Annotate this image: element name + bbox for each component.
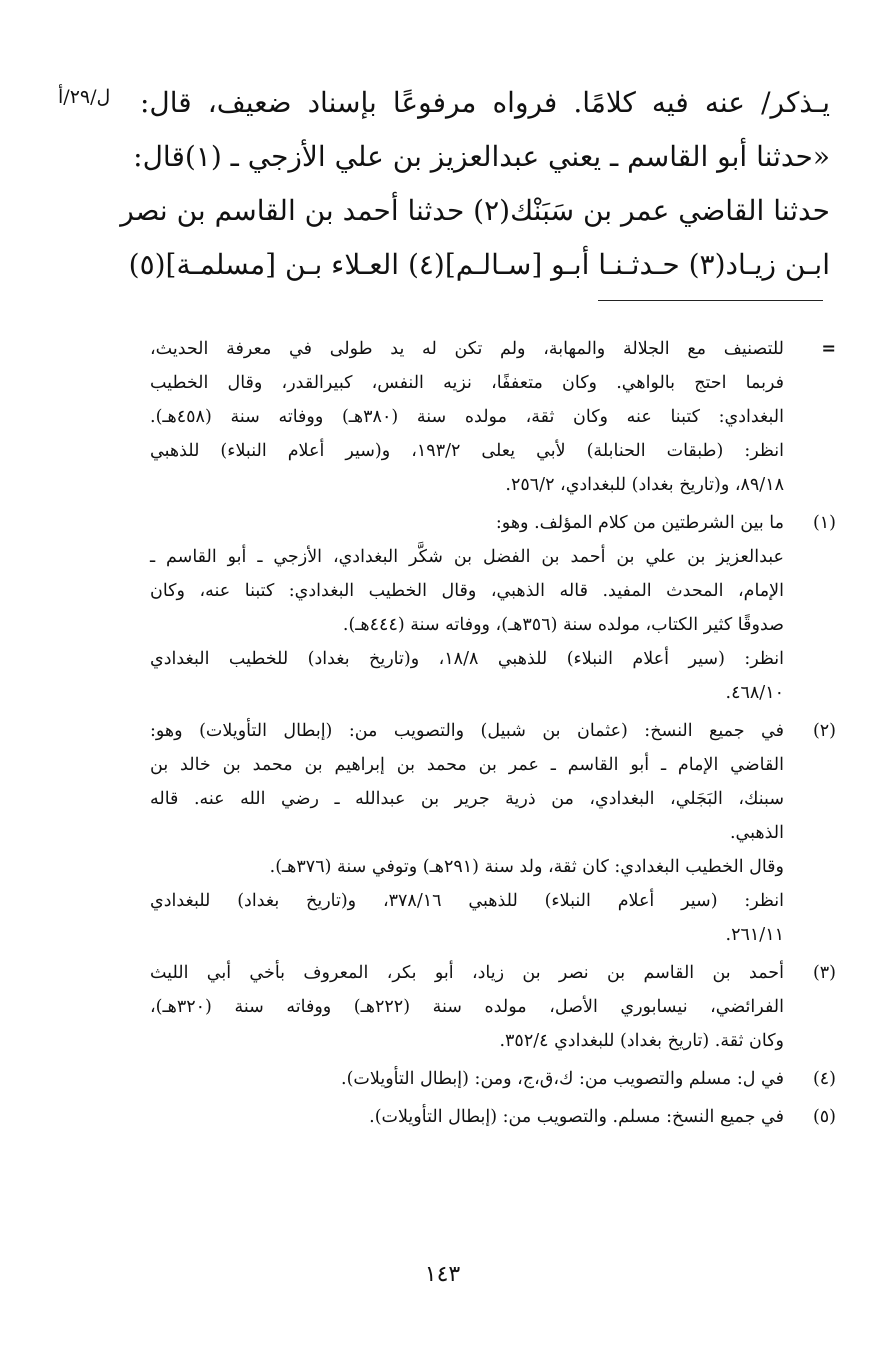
manuscript-margin-reference: ل/٢٩/أ xyxy=(58,86,111,108)
footnote-line: صدوقًا كثير الكتاب، مولده سنة (٣٥٦هـ)، ووفاته سنة (٤٤٤هـ). xyxy=(342,615,784,635)
footnote-number: (٢) xyxy=(812,721,836,741)
footnote-line: انظر: (سير أعلام النبلاء) للذهبي ٣٧٨/١٦، و(تاريخ بغداد) للبغدادي xyxy=(150,891,785,911)
main-body-text xyxy=(120,76,830,292)
footnote-5 xyxy=(150,1100,836,1134)
footnotes xyxy=(150,332,836,1138)
footnote-line: الفرائضي، نيسابوري الأصل، مولده سنة (٢٢٢هـ) ووفاته سنة (٣٢٠هـ)، xyxy=(150,997,784,1017)
footnote-2 xyxy=(150,714,836,952)
footnote-line: سبنك، البَجَلي، البغدادي، من ذرية جرير بن عبدالله ـ رضي الله عنه. قاله xyxy=(150,789,784,809)
footnote-1 xyxy=(150,506,836,710)
footnote-number: (٥) xyxy=(812,1107,836,1127)
footnote-line: الإمام، المحدث المفيد. قاله الذهبي، وقال الخطيب البغدادي: كتبنا عنه، وكان xyxy=(150,581,784,601)
page-number: ١٤٣ xyxy=(424,1262,461,1287)
footnote-line: في جميع النسخ: (عثمان بن شبيل) والتصويب من: (إبطال التأويلات) وهو: xyxy=(150,721,784,741)
footnote-marker: = xyxy=(821,339,836,359)
main-line: ابـن زيـاد(٣) حـدثـنـا أبـو [سـالـم](٤) العـلاء بـن [مسلمـة](٥) xyxy=(128,248,830,281)
footnote-line: الذهبي. xyxy=(729,823,784,843)
footnote-line: أحمد بن القاسم بن نصر بن زياد، أبو بكر، المعروف بأخي أبي الليث xyxy=(150,963,784,983)
main-line: يـذكر/ عنه فيه كلامًا. فرواه مرفوعًا بإسناد ضعيف، قال: xyxy=(140,86,830,119)
footnote-separator xyxy=(598,300,823,301)
main-line: «حدثنا أبو القاسم ـ يعني عبدالعزيز بن علي الأزجي ـ (١)قال: xyxy=(133,140,830,173)
footnote-line: ٤٦٨/١٠. xyxy=(725,683,784,703)
footnote-line: للتصنيف مع الجلالة والمهابة، ولم تكن له يد طولى في معرفة الحديث، xyxy=(150,339,784,359)
footnote-line: في جميع النسخ: مسلم. والتصويب من: (إبطال التأويلات). xyxy=(369,1107,784,1127)
footnote-line: وقال الخطيب البغدادي: كان ثقة، ولد سنة (٢٩١هـ) وتوفي سنة (٣٧٦هـ). xyxy=(269,857,784,877)
footnote-number: (٤) xyxy=(812,1069,836,1089)
footnote-number: (٣) xyxy=(812,963,836,983)
footnote-continuation xyxy=(150,332,836,502)
footnote-line: فربما احتج بالواهي. وكان متعففًا، نزيه النفس، كبيرالقدر، وقال الخطيب xyxy=(150,373,784,393)
main-line: حدثنا القاضي عمر بن سَبَنْك(٢) حدثنا أحمد بن القاسم بن نصر xyxy=(120,194,830,227)
footnote-line: ما بين الشرطتين من كلام المؤلف. وهو: xyxy=(495,513,784,533)
footnote-line: انظر: (سير أعلام النبلاء) للذهبي ١٨/٨، و(تاريخ بغداد) للخطيب البغدادي xyxy=(150,649,785,669)
footnote-number: (١) xyxy=(812,513,836,533)
footnote-line: وكان ثقة. (تاريخ بغداد) للبغدادي ٣٥٢/٤. xyxy=(499,1031,784,1051)
footnote-line: القاضي الإمام ـ أبو القاسم ـ عمر بن محمد بن إبراهيم بن محمد بن خالد بن xyxy=(150,755,784,775)
footnote-line: ٢٦١/١١. xyxy=(725,925,784,945)
footnote-line: البغدادي: كتبنا عنه وكان ثقة، مولده سنة (٣٨٠هـ) ووفاته سنة (٤٥٨هـ). xyxy=(150,407,784,427)
footnote-line: ٨٩/١٨، و(تاريخ بغداد) للبغدادي، ٢٥٦/٢. xyxy=(505,475,784,495)
footnote-line: في ل: مسلم والتصويب من: ك،ق،ج، ومن: (إبطال التأويلات). xyxy=(341,1069,784,1089)
footnote-3 xyxy=(150,956,836,1058)
footnote-line: انظر: (طبقات الحنابلة) لأبي يعلى ١٩٣/٢، و(سير أعلام النبلاء) للذهبي xyxy=(150,441,784,461)
footnote-4 xyxy=(150,1062,836,1096)
footnote-line: عبدالعزيز بن علي بن أحمد بن الفضل بن شكَّر البغدادي، الأزجي ـ أبو القاسم ـ xyxy=(150,547,784,567)
